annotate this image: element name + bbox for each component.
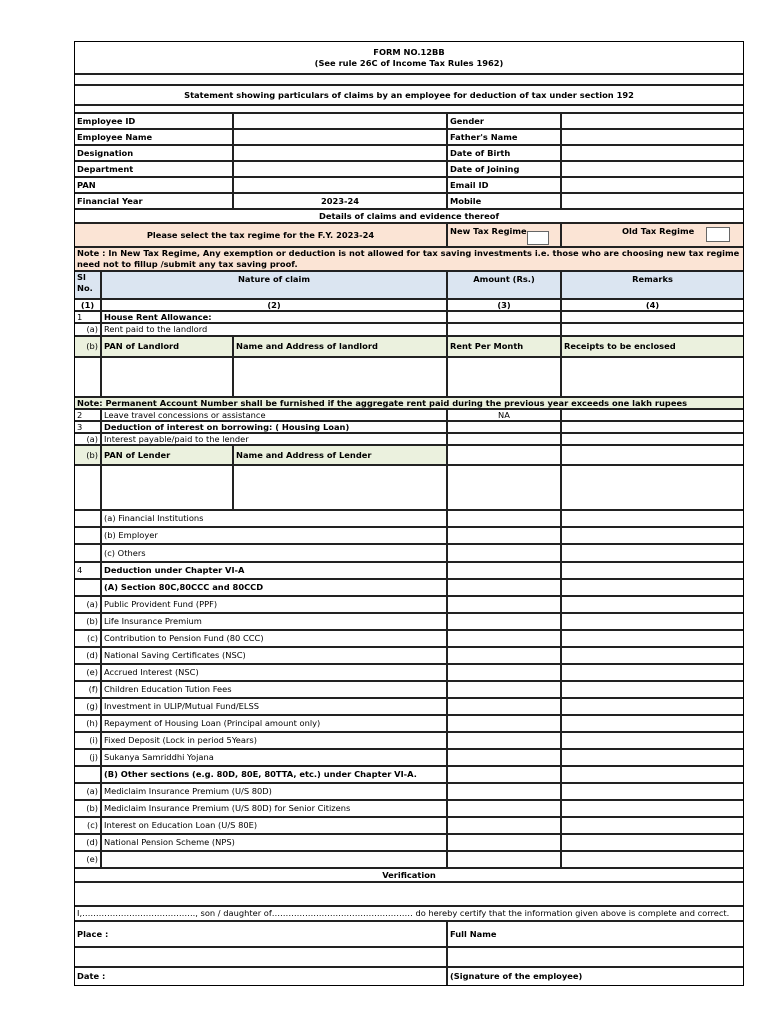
interest-amount[interactable]	[447, 433, 561, 445]
row-num: (d)	[74, 834, 101, 851]
pan-note: Note: Permanent Account Number shall be furnished if the aggregate rent paid during the previous year exceeds one lakh rupees	[74, 397, 744, 409]
remarks-cell[interactable]	[561, 421, 744, 433]
rent-per-month-input[interactable]	[447, 357, 561, 397]
amount-cell[interactable]	[447, 749, 561, 766]
chapter-via-title: Deduction under Chapter VI-A	[101, 562, 447, 579]
form-title: FORM NO.12BB	[373, 46, 445, 57]
remarks-cell[interactable]	[561, 766, 744, 783]
row-num: (b)	[74, 336, 101, 357]
claim-item-label: Accrued Interest (NSC)	[101, 664, 447, 681]
gender-label: Gender	[447, 113, 561, 129]
gender-input[interactable]	[561, 113, 744, 129]
amount-cell[interactable]	[447, 851, 561, 868]
row-num: (a)	[74, 783, 101, 800]
pan-input[interactable]	[233, 177, 447, 193]
old-regime-label: Old Tax Regime	[622, 226, 695, 236]
remarks-cell[interactable]	[561, 647, 744, 664]
empty-cell	[74, 527, 101, 544]
row-num: (a)	[74, 596, 101, 613]
remarks-header: Remarks	[561, 271, 744, 299]
employee-id-label: Employee ID	[74, 113, 233, 129]
claim-item-label: Public Provident Fund (PPF)	[101, 596, 447, 613]
remarks-cell[interactable]	[561, 465, 744, 510]
hra-title: House Rent Allowance:	[101, 311, 447, 323]
claim-item-label: National Saving Certificates (NSC)	[101, 647, 447, 664]
empty-cell	[74, 544, 101, 562]
remarks-cell[interactable]	[561, 596, 744, 613]
rent-paid-remarks[interactable]	[561, 323, 744, 336]
row-num: (b)	[74, 445, 101, 465]
claim-item-label: Fixed Deposit (Lock in period 5Years)	[101, 732, 447, 749]
claim-item-label: Children Education Tution Fees	[101, 681, 447, 698]
amount-cell[interactable]	[447, 698, 561, 715]
row-num: (c)	[74, 630, 101, 647]
remarks-cell[interactable]	[561, 817, 744, 834]
claim-item-label: Investment in ULIP/Mutual Fund/ELSS	[101, 698, 447, 715]
amount-cell[interactable]	[447, 562, 561, 579]
empty-cell	[74, 510, 101, 527]
pan-lender-header: PAN of Lender	[101, 445, 233, 465]
claim-item-label: Life Insurance Premium	[101, 613, 447, 630]
empty-cell	[74, 357, 101, 397]
row-num: 1	[74, 311, 101, 323]
claim-item-label: Repayment of Housing Loan (Principal amount only)	[101, 715, 447, 732]
pan-label: PAN	[74, 177, 233, 193]
remarks-cell[interactable]	[561, 732, 744, 749]
row-num: (e)	[74, 851, 101, 868]
amount-cell[interactable]	[447, 834, 561, 851]
remarks-cell[interactable]	[561, 445, 744, 465]
mobile-label: Mobile	[447, 193, 561, 209]
remarks-cell[interactable]	[561, 579, 744, 596]
amount-cell[interactable]	[447, 596, 561, 613]
amount-cell[interactable]	[447, 715, 561, 732]
amount-cell[interactable]	[447, 800, 561, 817]
claim-item-label: Sukanya Samriddhi Yojana	[101, 749, 447, 766]
amount-cell[interactable]	[447, 311, 561, 323]
spacer-cell	[74, 947, 447, 967]
row-num: (a)	[74, 323, 101, 336]
landlord-address-input[interactable]	[233, 357, 447, 397]
row-num: (g)	[74, 698, 101, 715]
spacer-row	[74, 882, 744, 906]
row-num: (h)	[74, 715, 101, 732]
empty-cell	[74, 465, 101, 510]
employee-name-label: Employee Name	[74, 129, 233, 145]
statement-heading: Statement showing particulars of claims by an employee for deduction of tax under section 192	[74, 85, 744, 105]
full-name-label[interactable]: Full Name	[447, 921, 744, 947]
form-12bb-sheet	[74, 41, 744, 986]
lender-type-others: (c) Others	[101, 544, 447, 562]
email-id-label: Email ID	[447, 177, 561, 193]
row-num: (d)	[74, 647, 101, 664]
amount-cell[interactable]	[447, 783, 561, 800]
row-num: (f)	[74, 681, 101, 698]
section-b-heading: (B) Other sections (e.g. 80D, 80E, 80TTA, etc.) under Chapter VI-A.	[101, 766, 447, 783]
details-heading: Details of claims and evidence thereof	[74, 209, 744, 223]
ltc-remarks[interactable]	[561, 409, 744, 421]
interest-payable-label: Interest payable/paid to the lender	[101, 433, 447, 445]
amount-cell[interactable]	[447, 766, 561, 783]
employee-id-input[interactable]	[233, 113, 447, 129]
receipts-header: Receipts to be enclosed	[561, 336, 744, 357]
section-a-heading: (A) Section 80C,80CCC and 80CCD	[101, 579, 447, 596]
remarks-cell[interactable]	[561, 681, 744, 698]
amount-cell[interactable]	[447, 647, 561, 664]
col-num-4: (4)	[561, 299, 744, 311]
email-id-input[interactable]	[561, 177, 744, 193]
ltc-amount: NA	[447, 409, 561, 421]
regime-note: Note : In New Tax Regime, Any exemption or deduction is not allowed for tax saving investments i.e. those who are choosing new tax regime need not to fillup /submit any tax saving proof.	[74, 247, 744, 271]
spacer-cell	[447, 947, 744, 967]
claim-item-label: Mediclaim Insurance Premium (U/S 80D)	[101, 783, 447, 800]
name-address-lender-header: Name and Address of Lender	[233, 445, 447, 465]
row-num: 4	[74, 562, 101, 579]
col-num-1: (1)	[74, 299, 101, 311]
amount-cell[interactable]	[447, 544, 561, 562]
amount-cell[interactable]	[447, 421, 561, 433]
form-subtitle: (See rule 26C of Income Tax Rules 1962)	[314, 57, 504, 68]
amount-cell[interactable]	[447, 510, 561, 527]
empty-cell	[74, 579, 101, 596]
amount-cell[interactable]	[447, 527, 561, 544]
housing-loan-title: Deduction of interest on borrowing: ( Housing Loan)	[101, 421, 447, 433]
lender-type-employer: (b) Employer	[101, 527, 447, 544]
amount-cell[interactable]	[447, 630, 561, 647]
claim-item-label: Mediclaim Insurance Premium (U/S 80D) for Senior Citizens	[101, 800, 447, 817]
verification-statement: I,………………………………….., son / daughter of…………………………………………… do hereby certify that the information given above is complete and correct.	[74, 906, 744, 921]
row-num: (i)	[74, 732, 101, 749]
rent-per-month-header: Rent Per Month	[447, 336, 561, 357]
lender-address-input[interactable]	[233, 465, 447, 510]
designation-label: Designation	[74, 145, 233, 161]
amount-cell[interactable]	[447, 579, 561, 596]
financial-year-value: 2023-24	[233, 193, 447, 209]
claim-item-label: National Pension Scheme (NPS)	[101, 834, 447, 851]
claim-item-label: Contribution to Pension Fund (80 CCC)	[101, 630, 447, 647]
remarks-cell[interactable]	[561, 851, 744, 868]
amount-cell[interactable]	[447, 445, 561, 465]
sl-no-header: Sl No.	[74, 271, 101, 299]
remarks-cell[interactable]	[561, 715, 744, 732]
department-label: Department	[74, 161, 233, 177]
regime-prompt: Please select the tax regime for the F.Y. 2023-24	[74, 223, 447, 247]
col-num-3: (3)	[447, 299, 561, 311]
rent-paid-amount[interactable]	[447, 323, 561, 336]
remarks-cell[interactable]	[561, 630, 744, 647]
col-num-2: (2)	[101, 299, 447, 311]
amount-cell[interactable]	[447, 681, 561, 698]
remarks-cell[interactable]	[561, 749, 744, 766]
department-input[interactable]	[233, 161, 447, 177]
old-regime-cell	[561, 223, 744, 247]
date-of-birth-input[interactable]	[561, 145, 744, 161]
date-label[interactable]: Date :	[74, 967, 447, 986]
name-address-landlord-header: Name and Address of landlord	[233, 336, 447, 357]
row-num: (e)	[74, 664, 101, 681]
old-regime-checkbox[interactable]	[706, 227, 730, 242]
amount-cell[interactable]	[447, 732, 561, 749]
remarks-cell[interactable]	[561, 510, 744, 527]
date-of-joining-label: Date of Joining	[447, 161, 561, 177]
row-num: (b)	[74, 613, 101, 630]
amount-cell[interactable]	[447, 613, 561, 630]
remarks-cell[interactable]	[561, 527, 744, 544]
remarks-cell[interactable]	[561, 664, 744, 681]
remarks-cell[interactable]	[561, 613, 744, 630]
employee-name-input[interactable]	[233, 129, 447, 145]
rent-paid-label: Rent paid to the landlord	[101, 323, 447, 336]
remarks-cell[interactable]	[561, 698, 744, 715]
place-label[interactable]: Place :	[74, 921, 447, 947]
designation-input[interactable]	[233, 145, 447, 161]
row-num: (a)	[74, 433, 101, 445]
spacer-row	[74, 105, 744, 113]
row-num: (j)	[74, 749, 101, 766]
financial-year-label: Financial Year	[74, 193, 233, 209]
empty-cell	[74, 766, 101, 783]
remarks-cell[interactable]	[561, 311, 744, 323]
nature-of-claim-header: Nature of claim	[101, 271, 447, 299]
row-num: (c)	[74, 817, 101, 834]
mobile-input[interactable]	[561, 193, 744, 209]
spacer-row	[74, 74, 744, 85]
fathers-name-input[interactable]	[561, 129, 744, 145]
new-regime-label: New Tax Regime	[450, 226, 527, 236]
row-num: (b)	[74, 800, 101, 817]
pan-landlord-input[interactable]	[101, 357, 233, 397]
remarks-cell[interactable]	[561, 834, 744, 851]
remarks-cell[interactable]	[561, 800, 744, 817]
row-num: 3	[74, 421, 101, 433]
amount-header: Amount (Rs.)	[447, 271, 561, 299]
remarks-cell[interactable]	[561, 562, 744, 579]
ltc-label: Leave travel concessions or assistance	[101, 409, 447, 421]
remarks-cell[interactable]	[561, 783, 744, 800]
claim-item-label: Interest on Education Loan (U/S 80E)	[101, 817, 447, 834]
remarks-cell[interactable]	[561, 544, 744, 562]
amount-cell[interactable]	[447, 465, 561, 510]
amount-cell[interactable]	[447, 817, 561, 834]
signature-label: (Signature of the employee)	[447, 967, 744, 986]
date-of-birth-label: Date of Birth	[447, 145, 561, 161]
pan-lender-input[interactable]	[101, 465, 233, 510]
fathers-name-label: Father's Name	[447, 129, 561, 145]
new-regime-checkbox[interactable]	[527, 231, 549, 245]
receipts-input[interactable]	[561, 357, 744, 397]
lender-type-financial: (a) Financial Institutions	[101, 510, 447, 527]
date-of-joining-input[interactable]	[561, 161, 744, 177]
claim-item-label	[101, 851, 447, 868]
amount-cell[interactable]	[447, 664, 561, 681]
form-title-block	[74, 41, 744, 74]
interest-remarks[interactable]	[561, 433, 744, 445]
row-num: 2	[74, 409, 101, 421]
pan-landlord-header: PAN of Landlord	[101, 336, 233, 357]
new-regime-cell	[447, 223, 561, 247]
verification-heading: Verification	[74, 868, 744, 882]
